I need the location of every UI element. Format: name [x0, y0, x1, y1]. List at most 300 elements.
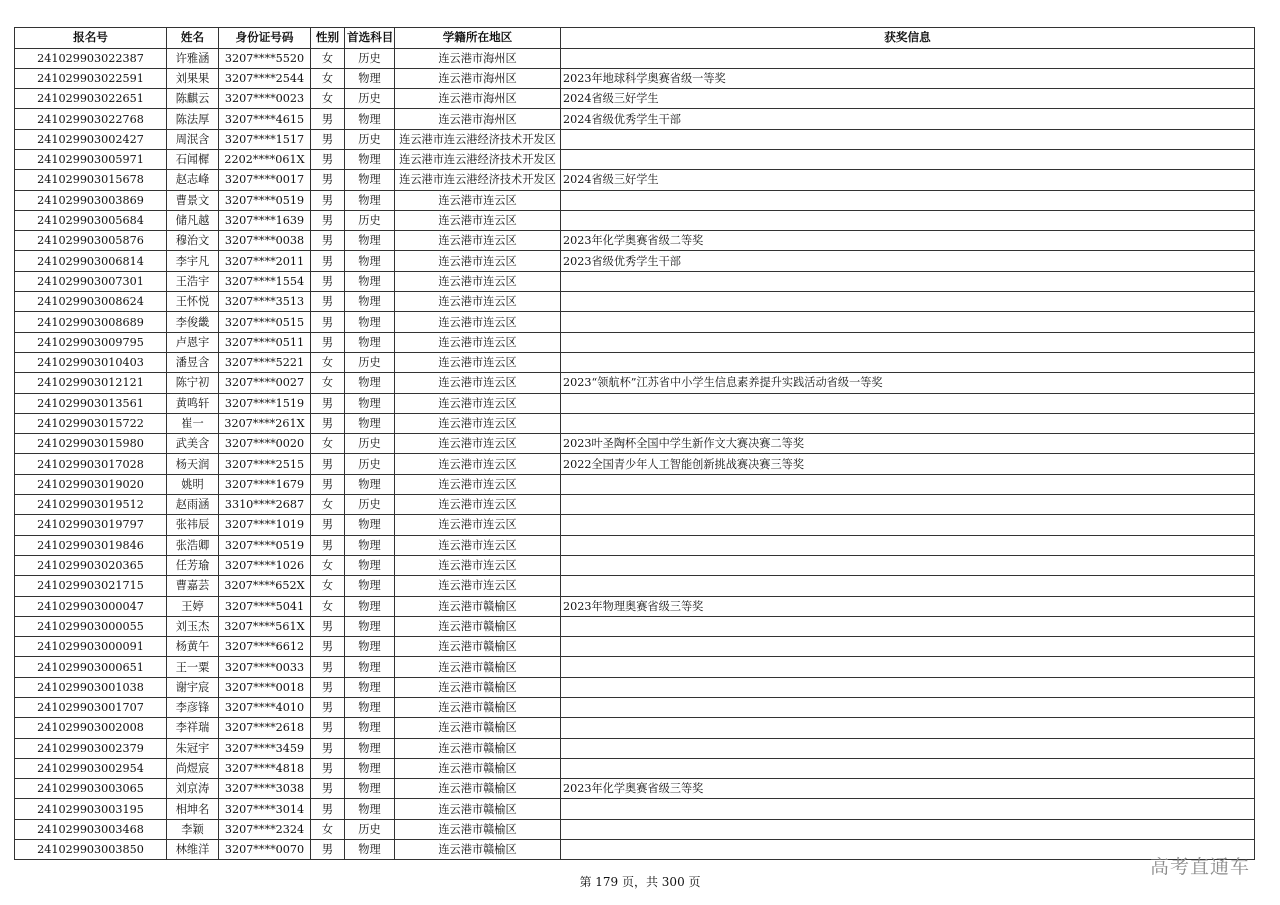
- cell-id-card-no: 3207****561X: [219, 616, 311, 636]
- cell-registration-no: 241029903019020: [15, 474, 167, 494]
- cell-preferred-subject: 历史: [345, 352, 395, 372]
- cell-registration-no: 241029903022768: [15, 109, 167, 129]
- cell-registration-no: 241029903002379: [15, 738, 167, 758]
- cell-school-region: 连云港市连云港经济技术开发区: [395, 149, 561, 169]
- cell-id-card-no: 3207****0070: [219, 840, 311, 860]
- cell-gender: 男: [311, 758, 345, 778]
- cell-gender: 男: [311, 231, 345, 251]
- cell-registration-no: 241029903015722: [15, 413, 167, 433]
- cell-gender: 女: [311, 48, 345, 68]
- cell-school-region: 连云港市连云区: [395, 555, 561, 575]
- cell-school-region: 连云港市连云区: [395, 454, 561, 474]
- cell-gender: 男: [311, 332, 345, 352]
- cell-awards: [561, 129, 1255, 149]
- cell-preferred-subject: 物理: [345, 190, 395, 210]
- cell-school-region: 连云港市连云港经济技术开发区: [395, 170, 561, 190]
- cell-name: 杨黄午: [167, 637, 219, 657]
- cell-school-region: 连云港市连云区: [395, 312, 561, 332]
- cell-gender: 男: [311, 840, 345, 860]
- cell-preferred-subject: 物理: [345, 68, 395, 88]
- cell-id-card-no: 3207****5041: [219, 596, 311, 616]
- cell-school-region: 连云港市海州区: [395, 68, 561, 88]
- cell-preferred-subject: 物理: [345, 474, 395, 494]
- cell-name: 储凡越: [167, 210, 219, 230]
- table-row: [15, 434, 1255, 454]
- cell-awards: [561, 352, 1255, 372]
- cell-gender: 男: [311, 413, 345, 433]
- cell-gender: 男: [311, 393, 345, 413]
- cell-awards: [561, 698, 1255, 718]
- cell-id-card-no: 3207****1517: [219, 129, 311, 149]
- cell-name: 赵雨涵: [167, 495, 219, 515]
- cell-gender: 男: [311, 718, 345, 738]
- cell-school-region: 连云港市赣榆区: [395, 799, 561, 819]
- table-row: [15, 555, 1255, 575]
- cell-school-region: 连云港市连云区: [395, 292, 561, 312]
- cell-gender: 男: [311, 616, 345, 636]
- table-row: [15, 779, 1255, 799]
- cell-registration-no: 241029903005971: [15, 149, 167, 169]
- table-row: [15, 819, 1255, 839]
- cell-gender: 男: [311, 312, 345, 332]
- cell-id-card-no: 3207****3513: [219, 292, 311, 312]
- cell-registration-no: 241029903012121: [15, 373, 167, 393]
- cell-awards: 2022全国青少年人工智能创新挑战赛决赛三等奖: [561, 454, 1255, 474]
- cell-id-card-no: 3207****2324: [219, 819, 311, 839]
- cell-preferred-subject: 历史: [345, 454, 395, 474]
- cell-gender: 男: [311, 190, 345, 210]
- cell-registration-no: 241029903008624: [15, 292, 167, 312]
- cell-preferred-subject: 物理: [345, 555, 395, 575]
- table-row: [15, 799, 1255, 819]
- table-row: [15, 738, 1255, 758]
- table-row: [15, 515, 1255, 535]
- cell-id-card-no: 3207****2618: [219, 718, 311, 738]
- cell-preferred-subject: 物理: [345, 393, 395, 413]
- cell-awards: [561, 637, 1255, 657]
- cell-registration-no: 241029903000047: [15, 596, 167, 616]
- cell-name: 曹景文: [167, 190, 219, 210]
- cell-preferred-subject: 物理: [345, 840, 395, 860]
- cell-gender: 女: [311, 495, 345, 515]
- cell-gender: 女: [311, 576, 345, 596]
- cell-id-card-no: 2202****061X: [219, 149, 311, 169]
- cell-preferred-subject: 物理: [345, 109, 395, 129]
- cell-id-card-no: 3207****1519: [219, 393, 311, 413]
- cell-gender: 女: [311, 352, 345, 372]
- cell-id-card-no: 3207****0017: [219, 170, 311, 190]
- cell-preferred-subject: 物理: [345, 698, 395, 718]
- cell-gender: 女: [311, 596, 345, 616]
- cell-preferred-subject: 物理: [345, 170, 395, 190]
- cell-id-card-no: 3207****3014: [219, 799, 311, 819]
- cell-school-region: 连云港市赣榆区: [395, 718, 561, 738]
- cell-preferred-subject: 物理: [345, 779, 395, 799]
- cell-awards: 2023省级优秀学生干部: [561, 251, 1255, 271]
- cell-school-region: 连云港市连云区: [395, 231, 561, 251]
- header-awards: 获奖信息: [561, 28, 1255, 49]
- cell-registration-no: 241029903003468: [15, 819, 167, 839]
- cell-name: 杨天润: [167, 454, 219, 474]
- cell-id-card-no: 3207****4615: [219, 109, 311, 129]
- table-row: [15, 332, 1255, 352]
- cell-school-region: 连云港市赣榆区: [395, 677, 561, 697]
- cell-name: 崔一: [167, 413, 219, 433]
- student-roster-table: [14, 27, 1255, 860]
- table-row: [15, 352, 1255, 372]
- cell-awards: 2023年化学奥赛省级三等奖: [561, 779, 1255, 799]
- cell-awards: [561, 576, 1255, 596]
- cell-name: 赵志峰: [167, 170, 219, 190]
- cell-awards: [561, 495, 1255, 515]
- table-row: [15, 840, 1255, 860]
- cell-preferred-subject: 物理: [345, 596, 395, 616]
- cell-name: 谢宇宸: [167, 677, 219, 697]
- cell-school-region: 连云港市连云区: [395, 413, 561, 433]
- table-row: [15, 48, 1255, 68]
- cell-preferred-subject: 物理: [345, 373, 395, 393]
- cell-name: 王婷: [167, 596, 219, 616]
- header-name: 姓名: [167, 28, 219, 49]
- cell-awards: [561, 738, 1255, 758]
- cell-name: 李颖: [167, 819, 219, 839]
- cell-school-region: 连云港市赣榆区: [395, 819, 561, 839]
- cell-preferred-subject: 历史: [345, 210, 395, 230]
- table-row: [15, 596, 1255, 616]
- table-row: [15, 576, 1255, 596]
- cell-preferred-subject: 物理: [345, 271, 395, 291]
- cell-name: 周泯含: [167, 129, 219, 149]
- cell-name: 李彦锋: [167, 698, 219, 718]
- cell-school-region: 连云港市连云区: [395, 515, 561, 535]
- table-row: [15, 271, 1255, 291]
- cell-preferred-subject: 物理: [345, 312, 395, 332]
- cell-id-card-no: 3207****4010: [219, 698, 311, 718]
- cell-gender: 男: [311, 251, 345, 271]
- cell-awards: 2023叶圣陶杯全国中学生新作文大赛决赛二等奖: [561, 434, 1255, 454]
- watermark-text: 高考直通车: [1149, 856, 1250, 878]
- cell-id-card-no: 3207****5221: [219, 352, 311, 372]
- cell-registration-no: 241029903001707: [15, 698, 167, 718]
- cell-registration-no: 241029903000651: [15, 657, 167, 677]
- cell-id-card-no: 3207****652X: [219, 576, 311, 596]
- cell-preferred-subject: 历史: [345, 434, 395, 454]
- table-row: [15, 231, 1255, 251]
- cell-name: 陈宁初: [167, 373, 219, 393]
- cell-name: 武美含: [167, 434, 219, 454]
- cell-gender: 男: [311, 271, 345, 291]
- cell-preferred-subject: 历史: [345, 48, 395, 68]
- cell-awards: 2023“领航杯”江苏省中小学生信息素养提升实践活动省级一等奖: [561, 373, 1255, 393]
- cell-name: 王浩宇: [167, 271, 219, 291]
- cell-id-card-no: 3207****0033: [219, 657, 311, 677]
- page-number-footer: 第 179 页，共 300 页: [579, 875, 701, 889]
- cell-name: 曹嘉芸: [167, 576, 219, 596]
- cell-gender: 男: [311, 738, 345, 758]
- cell-preferred-subject: 物理: [345, 758, 395, 778]
- cell-school-region: 连云港市赣榆区: [395, 758, 561, 778]
- table-row: [15, 129, 1255, 149]
- cell-id-card-no: 3207****2515: [219, 454, 311, 474]
- table-header-row: [15, 28, 1255, 49]
- table-row: [15, 698, 1255, 718]
- cell-gender: 女: [311, 89, 345, 109]
- cell-name: 李祥瑞: [167, 718, 219, 738]
- cell-registration-no: 241029903003850: [15, 840, 167, 860]
- cell-school-region: 连云港市连云区: [395, 576, 561, 596]
- cell-school-region: 连云港市连云区: [395, 535, 561, 555]
- cell-registration-no: 241029903001038: [15, 677, 167, 697]
- cell-name: 卢恩宇: [167, 332, 219, 352]
- cell-name: 陈法厚: [167, 109, 219, 129]
- cell-name: 王一粟: [167, 657, 219, 677]
- cell-id-card-no: 3207****0038: [219, 231, 311, 251]
- cell-registration-no: 241029903002008: [15, 718, 167, 738]
- cell-school-region: 连云港市赣榆区: [395, 616, 561, 636]
- cell-registration-no: 241029903013561: [15, 393, 167, 413]
- cell-id-card-no: 3207****0020: [219, 434, 311, 454]
- cell-preferred-subject: 物理: [345, 149, 395, 169]
- cell-name: 陈麒云: [167, 89, 219, 109]
- cell-awards: [561, 271, 1255, 291]
- header-gender: 性别: [311, 28, 345, 49]
- table-row: [15, 312, 1255, 332]
- cell-registration-no: 241029903009795: [15, 332, 167, 352]
- cell-school-region: 连云港市赣榆区: [395, 596, 561, 616]
- cell-school-region: 连云港市连云区: [395, 271, 561, 291]
- cell-name: 石闻樨: [167, 149, 219, 169]
- cell-gender: 男: [311, 454, 345, 474]
- cell-registration-no: 241029903008689: [15, 312, 167, 332]
- cell-school-region: 连云港市连云港经济技术开发区: [395, 129, 561, 149]
- cell-gender: 男: [311, 292, 345, 312]
- table-row: [15, 474, 1255, 494]
- cell-id-card-no: 3207****1554: [219, 271, 311, 291]
- table-row: [15, 413, 1255, 433]
- cell-name: 刘玉杰: [167, 616, 219, 636]
- cell-gender: 男: [311, 535, 345, 555]
- table-row: [15, 109, 1255, 129]
- cell-id-card-no: 3207****0515: [219, 312, 311, 332]
- cell-gender: 女: [311, 373, 345, 393]
- cell-awards: 2024省级三好学生: [561, 170, 1255, 190]
- cell-registration-no: 241029903002954: [15, 758, 167, 778]
- cell-awards: [561, 292, 1255, 312]
- cell-preferred-subject: 物理: [345, 738, 395, 758]
- cell-registration-no: 241029903022651: [15, 89, 167, 109]
- cell-school-region: 连云港市连云区: [395, 210, 561, 230]
- cell-registration-no: 241029903005876: [15, 231, 167, 251]
- cell-preferred-subject: 历史: [345, 819, 395, 839]
- header-id-card-no: 身份证号码: [219, 28, 311, 49]
- table-row: [15, 149, 1255, 169]
- cell-awards: [561, 819, 1255, 839]
- cell-awards: [561, 657, 1255, 677]
- cell-id-card-no: 3310****2687: [219, 495, 311, 515]
- cell-school-region: 连云港市赣榆区: [395, 779, 561, 799]
- cell-id-card-no: 3207****0519: [219, 535, 311, 555]
- cell-school-region: 连云港市赣榆区: [395, 738, 561, 758]
- table-row: [15, 292, 1255, 312]
- roster-sheet: [14, 27, 1254, 860]
- cell-school-region: 连云港市连云区: [395, 495, 561, 515]
- cell-preferred-subject: 物理: [345, 535, 395, 555]
- cell-awards: [561, 799, 1255, 819]
- table-row: [15, 68, 1255, 88]
- cell-id-card-no: 3207****261X: [219, 413, 311, 433]
- cell-school-region: 连云港市连云区: [395, 332, 561, 352]
- cell-school-region: 连云港市赣榆区: [395, 637, 561, 657]
- cell-school-region: 连云港市海州区: [395, 89, 561, 109]
- cell-registration-no: 241029903007301: [15, 271, 167, 291]
- cell-id-card-no: 3207****2011: [219, 251, 311, 271]
- table-row: [15, 637, 1255, 657]
- cell-registration-no: 241029903015678: [15, 170, 167, 190]
- cell-registration-no: 241029903002427: [15, 129, 167, 149]
- cell-name: 刘京涛: [167, 779, 219, 799]
- cell-id-card-no: 3207****4818: [219, 758, 311, 778]
- cell-preferred-subject: 物理: [345, 251, 395, 271]
- cell-id-card-no: 3207****0511: [219, 332, 311, 352]
- cell-gender: 女: [311, 555, 345, 575]
- cell-name: 许雅涵: [167, 48, 219, 68]
- table-row: [15, 251, 1255, 271]
- cell-id-card-no: 3207****5520: [219, 48, 311, 68]
- cell-preferred-subject: 历史: [345, 129, 395, 149]
- table-row: [15, 89, 1255, 109]
- cell-name: 林维洋: [167, 840, 219, 860]
- cell-awards: [561, 413, 1255, 433]
- header-registration-no: 报名号: [15, 28, 167, 49]
- cell-name: 尚煜宸: [167, 758, 219, 778]
- table-row: [15, 616, 1255, 636]
- cell-gender: 男: [311, 210, 345, 230]
- cell-preferred-subject: 物理: [345, 231, 395, 251]
- cell-preferred-subject: 历史: [345, 89, 395, 109]
- cell-gender: 男: [311, 799, 345, 819]
- cell-awards: [561, 555, 1255, 575]
- cell-preferred-subject: 物理: [345, 657, 395, 677]
- table-row: [15, 210, 1255, 230]
- cell-awards: [561, 332, 1255, 352]
- cell-school-region: 连云港市连云区: [395, 434, 561, 454]
- cell-registration-no: 241029903003065: [15, 779, 167, 799]
- cell-awards: 2024省级优秀学生干部: [561, 109, 1255, 129]
- cell-preferred-subject: 物理: [345, 637, 395, 657]
- cell-name: 黄鸣轩: [167, 393, 219, 413]
- cell-school-region: 连云港市海州区: [395, 48, 561, 68]
- cell-awards: [561, 535, 1255, 555]
- cell-id-card-no: 3207****3459: [219, 738, 311, 758]
- cell-school-region: 连云港市海州区: [395, 109, 561, 129]
- cell-gender: 男: [311, 515, 345, 535]
- table-row: [15, 677, 1255, 697]
- cell-gender: 男: [311, 779, 345, 799]
- table-row: [15, 758, 1255, 778]
- table-row: [15, 495, 1255, 515]
- cell-preferred-subject: 物理: [345, 718, 395, 738]
- cell-awards: [561, 677, 1255, 697]
- cell-registration-no: 241029903006814: [15, 251, 167, 271]
- cell-school-region: 连云港市赣榆区: [395, 657, 561, 677]
- table-row: [15, 454, 1255, 474]
- cell-preferred-subject: 物理: [345, 332, 395, 352]
- cell-id-card-no: 3207****1679: [219, 474, 311, 494]
- cell-id-card-no: 3207****1026: [219, 555, 311, 575]
- cell-name: 张浩卿: [167, 535, 219, 555]
- cell-name: 穆治文: [167, 231, 219, 251]
- cell-awards: [561, 758, 1255, 778]
- table-row: [15, 657, 1255, 677]
- cell-preferred-subject: 物理: [345, 799, 395, 819]
- cell-preferred-subject: 物理: [345, 292, 395, 312]
- cell-preferred-subject: 物理: [345, 576, 395, 596]
- cell-school-region: 连云港市赣榆区: [395, 698, 561, 718]
- cell-gender: 男: [311, 149, 345, 169]
- cell-name: 朱冠宇: [167, 738, 219, 758]
- table-row: [15, 718, 1255, 738]
- cell-awards: [561, 48, 1255, 68]
- cell-gender: 男: [311, 677, 345, 697]
- cell-school-region: 连云港市赣榆区: [395, 840, 561, 860]
- cell-registration-no: 241029903000091: [15, 637, 167, 657]
- cell-awards: [561, 149, 1255, 169]
- cell-registration-no: 241029903020365: [15, 555, 167, 575]
- cell-gender: 男: [311, 474, 345, 494]
- cell-registration-no: 241029903022591: [15, 68, 167, 88]
- table-row: [15, 190, 1255, 210]
- cell-gender: 女: [311, 819, 345, 839]
- cell-id-card-no: 3207****1639: [219, 210, 311, 230]
- cell-preferred-subject: 历史: [345, 495, 395, 515]
- cell-school-region: 连云港市连云区: [395, 190, 561, 210]
- header-preferred-subject: 首选科目: [345, 28, 395, 49]
- cell-registration-no: 241029903005684: [15, 210, 167, 230]
- cell-name: 潘昱含: [167, 352, 219, 372]
- cell-name: 李俊畿: [167, 312, 219, 332]
- cell-registration-no: 241029903019797: [15, 515, 167, 535]
- cell-registration-no: 241029903003869: [15, 190, 167, 210]
- cell-awards: [561, 718, 1255, 738]
- header-school-region: 学籍所在地区: [395, 28, 561, 49]
- table-row: [15, 373, 1255, 393]
- cell-awards: [561, 312, 1255, 332]
- cell-id-card-no: 3207****2544: [219, 68, 311, 88]
- cell-id-card-no: 3207****0023: [219, 89, 311, 109]
- table-row: [15, 535, 1255, 555]
- cell-registration-no: 241029903017028: [15, 454, 167, 474]
- cell-gender: 男: [311, 657, 345, 677]
- cell-id-card-no: 3207****0519: [219, 190, 311, 210]
- cell-registration-no: 241029903000055: [15, 616, 167, 636]
- cell-name: 任芳瑜: [167, 555, 219, 575]
- cell-gender: 男: [311, 129, 345, 149]
- cell-registration-no: 241029903021715: [15, 576, 167, 596]
- table-row: [15, 170, 1255, 190]
- cell-preferred-subject: 物理: [345, 616, 395, 636]
- cell-id-card-no: 3207****6612: [219, 637, 311, 657]
- cell-gender: 男: [311, 109, 345, 129]
- cell-registration-no: 241029903010403: [15, 352, 167, 372]
- cell-awards: 2023年物理奥赛省级三等奖: [561, 596, 1255, 616]
- cell-name: 张祎辰: [167, 515, 219, 535]
- cell-registration-no: 241029903003195: [15, 799, 167, 819]
- cell-name: 姚明: [167, 474, 219, 494]
- cell-registration-no: 241029903015980: [15, 434, 167, 454]
- cell-gender: 男: [311, 170, 345, 190]
- cell-school-region: 连云港市连云区: [395, 251, 561, 271]
- cell-gender: 女: [311, 68, 345, 88]
